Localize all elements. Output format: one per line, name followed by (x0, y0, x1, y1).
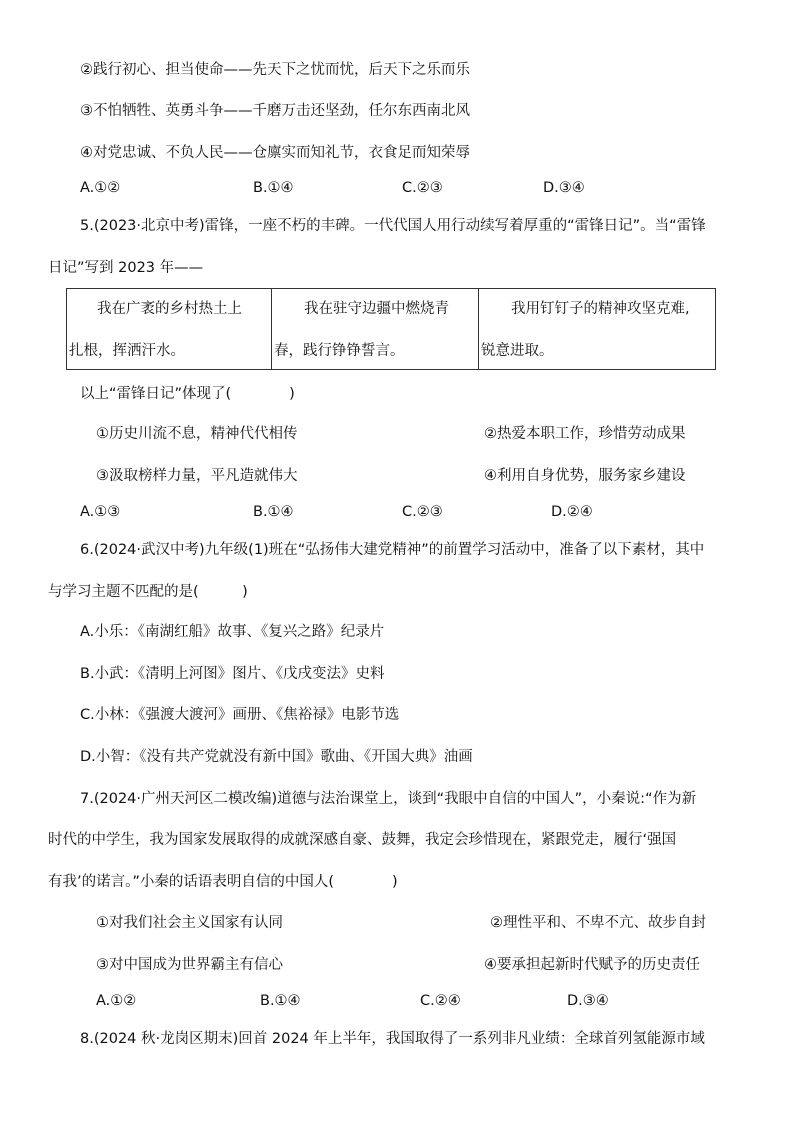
q7-option-d[interactable]: D.③④ (567, 993, 609, 1009)
q4-item-3: ③不怕牺牲、英勇斗争——千磨万击还坚劲，任尔东西南北风 (80, 103, 470, 119)
q7-item-3: ③对中国成为世界霸主有信心 (96, 957, 283, 973)
q6-option-a[interactable]: A.小乐：《南湖红船》故事、《复兴之路》纪录片 (80, 624, 385, 640)
diary-cell-1-line2: 扎根，挥洒汗水。 (69, 343, 185, 359)
q7-item-2: ②理性平和、不卑不亢、故步自封 (490, 915, 706, 931)
q5-option-b[interactable]: B.①④ (253, 504, 294, 520)
q4-option-d[interactable]: D.③④ (543, 180, 585, 196)
q5-option-a[interactable]: A.①③ (80, 504, 121, 520)
q6-option-d[interactable]: D.小智：《没有共产党就没有新中国》歌曲、《开国大典》油画 (80, 749, 473, 765)
q6-option-c[interactable]: C.小林：《强渡大渡河》画册、《焦裕禄》电影节选 (80, 707, 400, 723)
q7-option-b[interactable]: B.①④ (260, 993, 301, 1009)
q5-item-2: ②热爱本职工作，珍惜劳动成果 (484, 426, 686, 442)
q4-option-b[interactable]: B.①④ (253, 180, 294, 196)
q7-item-1: ①对我们社会主义国家有认同 (96, 915, 283, 931)
q7-stem-line1: 7.(2024·广州天河区二模改编)道德与法治课堂上，谈到“我眼中自信的中国人”，小秦说:“作为新 (80, 791, 697, 807)
diary-cell-2 (272, 289, 479, 370)
diary-cell-2-line2: 春，践行铮铮誓言。 (274, 343, 405, 359)
q7-option-c[interactable]: C.②④ (420, 993, 461, 1009)
q4-option-c[interactable]: C.②③ (402, 180, 443, 196)
diary-cell-1-line1: 我在广袤的乡村热土上 (97, 301, 242, 317)
diary-cell-2-line1: 我在驻守边疆中燃烧青 (304, 301, 449, 317)
q8-stem-line1: 8.(2024 秋·龙岗区期末)回首 2024 年上半年，我国取得了一系列非凡业绩：全球首列氢能源市域 (80, 1031, 705, 1047)
diary-cell-1 (67, 289, 272, 370)
q7-stem-line3: 有我’的诺言。”小秦的话语表明自信的中国人( ) (48, 874, 398, 890)
q5-question: 以上“雷锋日记”体现了( ) (80, 386, 295, 402)
q7-option-a[interactable]: A.①② (96, 993, 137, 1009)
q7-item-4: ④要承担起新时代赋予的历史责任 (484, 957, 700, 973)
q5-stem-line2: 日记”写到 2023 年—— (48, 260, 204, 276)
q6-option-b[interactable]: B.小武：《清明上河图》图片、《戊戌变法》史料 (80, 666, 385, 682)
q5-stem-line1: 5.(2023·北京中考)雷锋，一座不朽的丰碑。一代代国人用行动续写着厚重的“雷锋日记”。当“雷锋 (80, 218, 706, 234)
q5-item-4: ④利用自身优势，服务家乡建设 (484, 468, 686, 484)
q7-stem-line2: 时代的中学生，我为国家发展取得的成就深感自豪、鼓舞，我定会珍惜现在，紧跟党走，履行‘强国 (48, 832, 677, 848)
q5-item-1: ①历史川流不息，精神代代相传 (96, 426, 298, 442)
q5-option-d[interactable]: D.②④ (551, 504, 593, 520)
q6-stem-line1: 6.(2024·武汉中考)九年级(1)班在“弘扬伟大建党精神”的前置学习活动中，准备了以下素材，其中 (80, 542, 705, 558)
q5-item-3: ③汲取榜样力量，平凡造就伟大 (96, 468, 298, 484)
diary-cell-3-line1: 我用钉钉子的精神攻坚克难, (511, 301, 690, 317)
leifeng-diary-table (66, 288, 716, 370)
q4-item-2: ②践行初心、担当使命——先天下之忧而忧，后天下之乐而乐 (80, 62, 470, 78)
q6-stem-line2: 与学习主题不匹配的是( ) (48, 584, 248, 600)
q4-item-4: ④对党忠诚、不负人民——仓廪实而知礼节，衣食足而知荣辱 (80, 145, 470, 161)
diary-cell-3-line2: 锐意进取。 (481, 343, 554, 359)
q4-option-a[interactable]: A.①② (80, 180, 121, 196)
diary-cell-3 (479, 289, 716, 370)
q5-option-c[interactable]: C.②③ (402, 504, 443, 520)
